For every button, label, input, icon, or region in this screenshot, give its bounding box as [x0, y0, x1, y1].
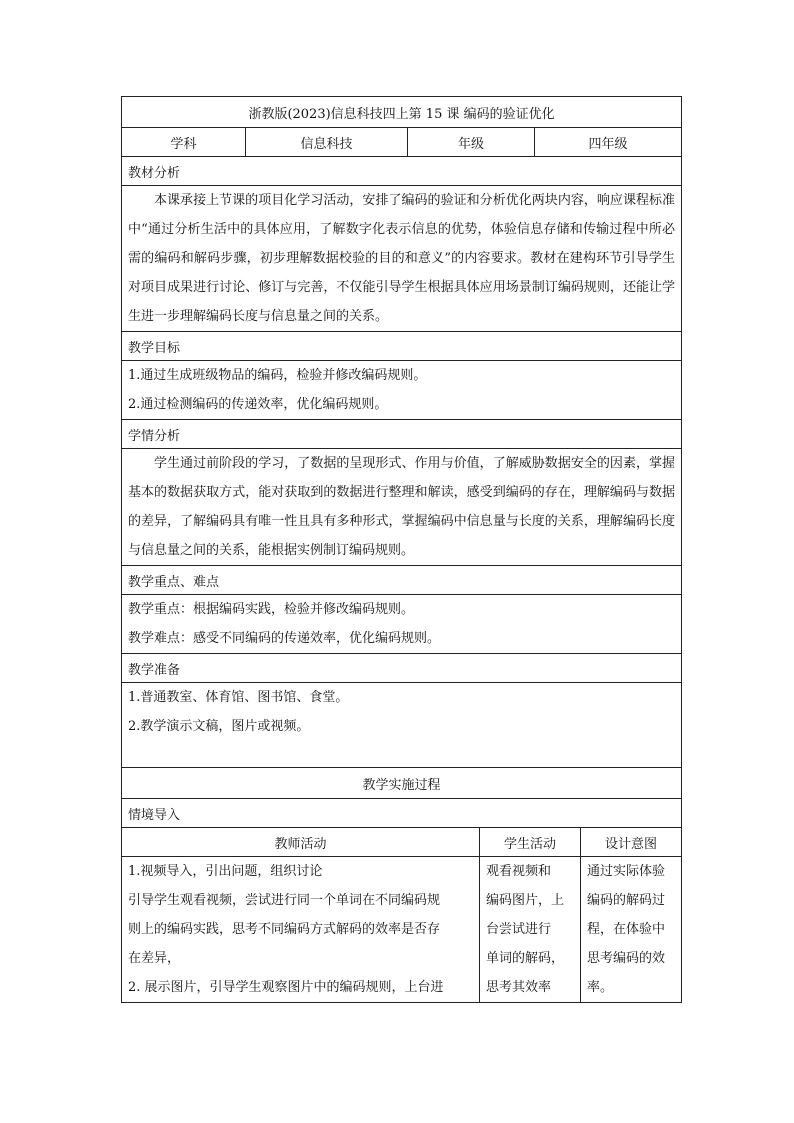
grade-label: 年级 — [408, 128, 535, 157]
teaching-goal-item: 2.通过检测编码的传递效率，优化编码规则。 — [128, 397, 388, 412]
student-line: 思考其效率 — [486, 980, 552, 995]
key-points-list — [122, 595, 682, 654]
design-line: 率。 — [587, 980, 614, 995]
teacher-line: 则上的编码实践，思考不同编码方式解码的效率是否存 — [128, 922, 441, 937]
design-intent-cell — [581, 857, 682, 1003]
student-line: 编码图片，上 — [486, 893, 565, 908]
blank-line — [128, 741, 675, 767]
design-line: 程，在体验中 — [587, 922, 666, 937]
process-stage: 情境导入 — [122, 799, 682, 828]
design-line: 编码的解码过 — [587, 893, 666, 908]
teacher-activity-cell — [122, 857, 480, 1003]
teaching-goal-item: 1.通过生成班级物品的编码，检验并修改编码规则。 — [128, 368, 427, 383]
teacher-line: 1.视频导入，引出问题，组织讨论 — [128, 864, 323, 879]
lesson-table — [121, 96, 682, 1003]
textbook-analysis-heading: 教材分析 — [122, 157, 682, 186]
col-student-activity: 学生活动 — [480, 828, 581, 857]
teaching-goals-heading: 教学目标 — [122, 332, 682, 361]
subject-value: 信息科技 — [246, 128, 408, 157]
design-line: 通过实际体验 — [587, 864, 666, 879]
design-line: 思考编码的效 — [587, 951, 666, 966]
preparation-list — [122, 683, 682, 768]
lesson-plan — [121, 96, 681, 1003]
key-points-heading: 教学重点、难点 — [122, 566, 682, 595]
subject-label: 学科 — [122, 128, 246, 157]
grade-value: 四年级 — [535, 128, 682, 157]
student-line: 台尝试进行 — [486, 922, 552, 937]
preparation-heading: 教学准备 — [122, 654, 682, 683]
process-heading: 教学实施过程 — [122, 768, 682, 799]
student-line: 观看视频和 — [486, 864, 552, 879]
teacher-line: 在差异， — [128, 951, 181, 966]
preparation-item: 2.教学演示文稿，图片或视频。 — [128, 719, 310, 734]
teaching-goals-list — [122, 361, 682, 420]
student-analysis-heading: 学情分析 — [122, 420, 682, 449]
student-line: 单词的解码， — [486, 951, 565, 966]
col-teacher-activity: 教师活动 — [122, 828, 480, 857]
student-analysis-text: 学生通过前阶段的学习，了数据的呈现形式、作用与价值，了解威胁数据安全的因素，掌握基本的数据获取方式，能对获取到的数据进行整理和解读，感受到编码的存在，理解编码与数据的差异，了解编码具有唯一性且具有多种形式，掌握编码中信息量与长度的关系，理解编码长度与信息量之间的关系，能根据实例制订编码规则。 — [122, 449, 682, 566]
difficult-point-item: 教学难点：感受不同编码的传递效率，优化编码规则。 — [128, 631, 441, 646]
teacher-line: 2. 展示图片，引导学生观察图片中的编码规则，上台进 — [128, 980, 444, 995]
key-point-item: 教学重点：根据编码实践，检验并修改编码规则。 — [128, 602, 415, 617]
teacher-line: 引导学生观看视频，尝试进行同一个单词在不同编码规 — [128, 893, 441, 908]
document-title: 浙教版(2023)信息科技四上第 15 课 编码的验证优化 — [122, 97, 682, 128]
student-activity-cell — [480, 857, 581, 1003]
preparation-item: 1.普通教室、体育馆、图书馆、食堂。 — [128, 690, 349, 705]
textbook-analysis-text: 本课承接上节课的项目化学习活动，安排了编码的验证和分析优化两块内容，响应课程标准中“通过分析生活中的具体应用，了解数字化表示信息的优势，体验信息存储和传输过程中所必需的编码和解码步骤，初步理解数据校验的目的和意义”的内容要求。教材在建构环节引导学生对项目成果进行讨论、修订与完善，不仅能引导学生根据具体应用场景制订编码规则，还能让学生进一步理解编码长度与信息量之间的关系。 — [122, 186, 682, 332]
col-design-intent: 设计意图 — [581, 828, 682, 857]
